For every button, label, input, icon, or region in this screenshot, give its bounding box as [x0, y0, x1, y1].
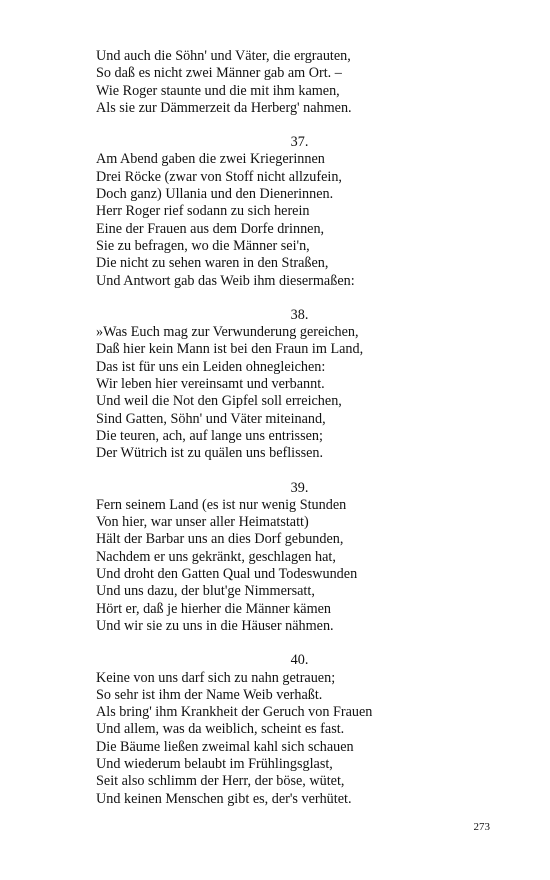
stanza-number: 38. — [290, 306, 309, 323]
verse-line: Eine der Frauen aus dem Dorfe drinnen, — [96, 220, 325, 237]
verse-line: Drei Röcke (zwar von Stoff nicht allzufein, — [96, 168, 342, 185]
verse-line: So daß es nicht zwei Männer gab am Ort. – — [96, 65, 342, 82]
page-number: 273 — [473, 821, 490, 833]
stanza-number: 40. — [290, 652, 309, 669]
verse-line: Von hier, war unser aller Heimatstatt) — [96, 514, 309, 531]
verse-line: Die teuren, ach, auf lange uns entrissen; — [96, 427, 323, 444]
verse-line: Und keinen Menschen gibt es, der's verhütet. — [96, 790, 352, 807]
stanza-number: 37. — [290, 134, 309, 151]
verse-line: Als sie zur Dämmerzeit da Herberg' nahmen. — [96, 99, 352, 116]
verse-line: Als bring' ihm Krankheit der Geruch von Frauen — [96, 704, 373, 721]
verse-line: Keine von uns darf sich zu nahn getrauen; — [96, 669, 336, 686]
stanza-number: 39. — [290, 479, 309, 496]
verse-line: Und wir sie zu uns in die Häuser nähmen. — [96, 617, 334, 634]
verse-line: Wir leben hier vereinsamt und verbannt. — [96, 376, 325, 393]
verse-line: Doch ganz) Ullania und den Dienerinnen. — [96, 186, 334, 203]
stanza-39 — [96, 497, 496, 635]
verse-line: Der Wütrich ist zu quälen uns beflissen. — [96, 445, 324, 462]
verse-line: Die nicht zu sehen waren in den Straßen, — [96, 255, 329, 272]
verse-line: So sehr ist ihm der Name Weib verhaßt. — [96, 686, 323, 703]
verse-line: Herr Roger rief sodann zu sich herein — [96, 203, 310, 220]
verse-line: Sind Gatten, Söhn' und Väter miteinand, — [96, 410, 326, 427]
verse-line: Seit also schlimm der Herr, der böse, wütet, — [96, 773, 345, 790]
verse-line: Das ist für uns ein Leiden ohnegleichen: — [96, 358, 326, 375]
verse-line: Nachdem er uns gekränkt, geschlagen hat, — [96, 548, 336, 565]
verse-line: Wie Roger staunte und die mit ihm kamen, — [96, 82, 340, 99]
verse-line: Hält der Barbar uns an dies Dorf gebunden, — [96, 531, 344, 548]
verse-line: Und allem, was da weiblich, scheint es fast. — [96, 721, 345, 738]
poem-text — [96, 48, 496, 808]
verse-line: Fern seinem Land (es ist nur wenig Stunden — [96, 496, 347, 513]
verse-line: »Was Euch mag zur Verwunderung gereichen, — [96, 324, 359, 341]
verse-line: Und Antwort gab das Weib ihm diesermaßen: — [96, 272, 355, 289]
stanza-37 — [96, 151, 496, 289]
verse-line: Und droht den Gatten Qual und Todeswunden — [96, 566, 358, 583]
stanza-fragment — [96, 48, 496, 117]
verse-line: Und wiederum belaubt im Frühlingsglast, — [96, 755, 333, 772]
verse-line: Daß hier kein Mann ist bei den Fraun im Land, — [96, 341, 364, 358]
stanza-40 — [96, 670, 496, 808]
verse-line: Und weil die Not den Gipfel soll erreichen, — [96, 393, 342, 410]
verse-line: Die Bäume ließen zweimal kahl sich schauen — [96, 738, 354, 755]
verse-line: Und uns dazu, der blut'ge Nimmersatt, — [96, 583, 315, 600]
verse-line: Sie zu befragen, wo die Männer sei'n, — [96, 237, 310, 254]
verse-line: Am Abend gaben die zwei Kriegerinnen — [96, 151, 325, 168]
verse-line: Und auch die Söhn' und Väter, die ergrauten, — [96, 48, 351, 64]
verse-line: Hört er, daß je hierher die Männer kämen — [96, 600, 332, 617]
stanza-38 — [96, 324, 496, 462]
